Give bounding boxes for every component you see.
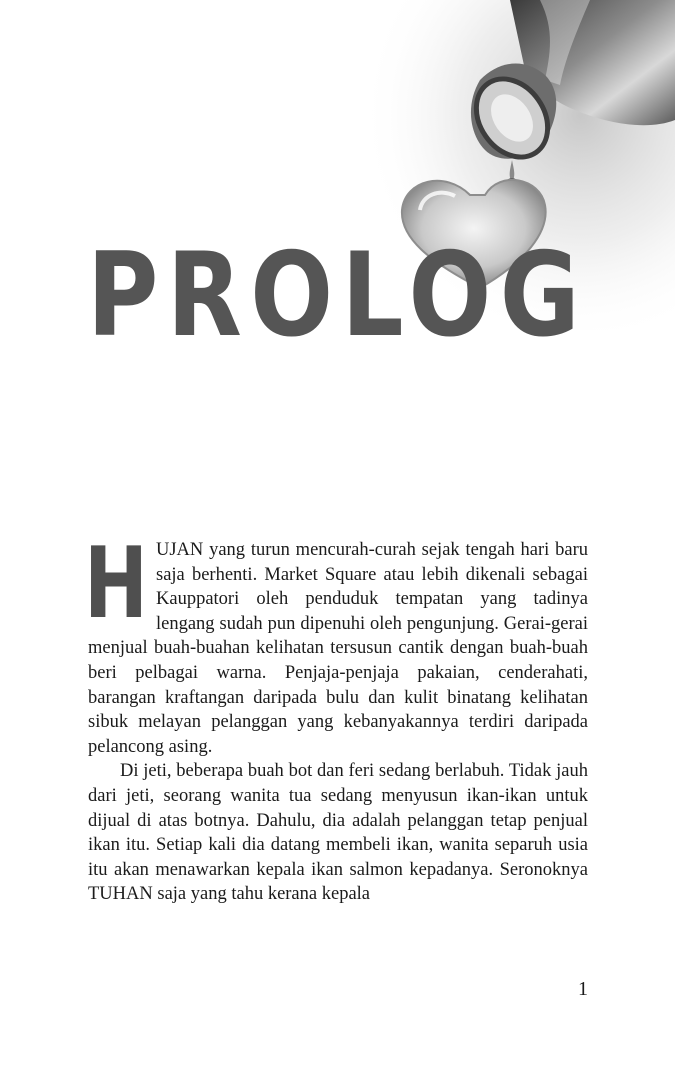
paragraph-1-text: UJAN yang turun mencurah-curah sejak tengah hari baru saja berhenti. Market Square atau lebih dikenali sebagai Kauppatori oleh penduduk tempatan yang tadinya lengang sudah pun dipenuhi oleh pengunjung. Gerai-gerai menjual buah-buahan kelihatan tersusun cantik dengan buah-buah beri pelbagai warna. Penjaja-penjaja pakaian, cenderahati, barangan kraftangan daripada bulu dan kulit binatang kelihatan sibuk melayan pelanggan yang kebanyakannya terdiri daripada pelancong asing. [88, 540, 588, 757]
drop-cap: H [84, 527, 148, 641]
paragraph-1 [84, 527, 588, 759]
chapter-title: PROLOG [87, 228, 589, 363]
body-text [84, 527, 588, 907]
page-number: 1 [578, 978, 588, 1000]
paragraph-2: Di jeti, beberapa buah bot dan feri sedang berlabuh. Tidak jauh dari jeti, seorang wanita tua sedang menyusun ikan-ikan untuk dijual di atas botnya. Dahulu, dia adalah pelanggan tetap penjual ikan itu. Setiap kali dia datang membeli ikan, wanita separuh usia itu akan menawarkan kepala ikan salmon kepadanya. Seronoknya TUHAN saja yang tahu kerana kepala [88, 761, 588, 905]
